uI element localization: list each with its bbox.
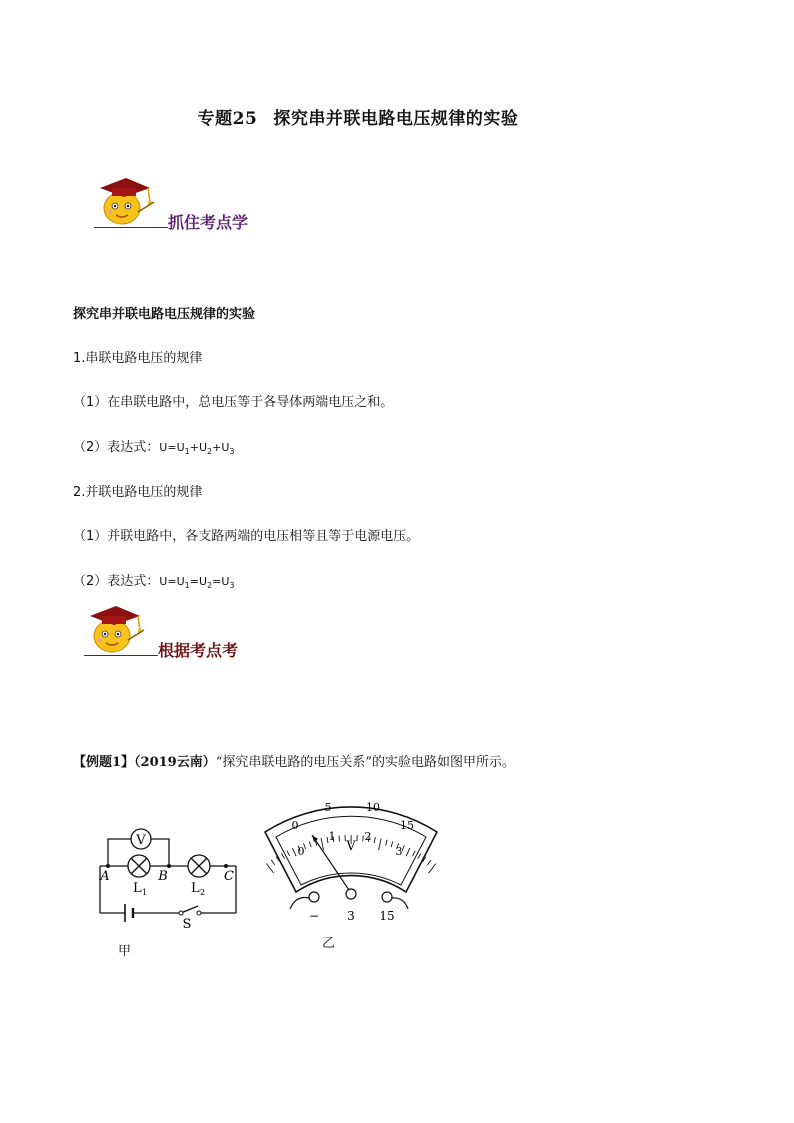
example-source: （2019云南） [134,755,216,770]
formula-series: $U=U_1+U_2+U_3$ [159,441,235,456]
series-rule-title: 1.串联电路电压的规律 [73,351,203,366]
dial-tick [374,837,375,843]
terminal-negative: − [308,909,320,923]
parallel-rule-item-2 [73,573,234,595]
lamp-1-label: L [133,881,142,896]
point-c-label: C [224,869,234,884]
scale-inner-2: 2 [364,830,372,843]
dial-tick [429,864,436,874]
scale-outer-15: 15 [400,819,414,832]
dial-tick [363,836,364,842]
section-header-test: 根据考点考 [158,641,239,660]
formula-parallel: $U=U_1=U_2=U_3$ [159,575,235,590]
dial-tick [339,836,340,842]
scale-inner-1: 1 [328,830,336,843]
dial-tick [413,851,416,856]
parallel-rule-item-1: （1）并联电路中，各支路两端的电压相等且等于电源电压。 [73,529,420,544]
example-label: 【例题1】 [73,755,135,770]
lamp-2-label: L [191,881,200,896]
scale-outer-0: 0 [291,819,299,832]
section-underline [84,655,158,656]
expression-prefix: （2）表达式： [73,440,160,455]
terminal-15: 15 [379,909,395,923]
scale-inner-0: 0 [297,845,305,858]
circuit-diagram [95,822,245,932]
dial-tick [292,848,296,856]
dial-tick [386,840,388,846]
dial-tick [391,841,393,847]
example-1 [73,751,515,770]
series-rule-item-1: （1）在串联电路中，总电压等于各导体两端电压之和。 [73,395,394,410]
voltmeter-label: V [136,833,146,848]
dial-tick [282,853,285,858]
mascot-icon [82,600,148,660]
content-heading: 探究串并联电路电压规律的实验 [73,307,256,322]
dial-unit-label: V [346,839,356,854]
lamp-1-subscript: 1 [142,888,148,897]
dial-tick [418,854,421,859]
mascot-icon [92,172,158,232]
expression-prefix: （2）表达式： [73,574,160,589]
dial-tick [266,864,273,874]
dial-tick [287,851,290,856]
switch-label: S [182,917,192,932]
dial-tick [271,860,274,865]
dial-tick [309,841,311,847]
page-title [0,104,716,129]
section-header-learn: 抓住考点学 [168,213,249,232]
dial-tick [379,838,382,850]
parallel-rule-title: 2.并联电路电压的规律 [73,485,203,500]
point-a-label: A [100,869,110,884]
topic-name: 探究串并联电路电压规律的实验 [273,109,519,129]
point-b-label: B [158,869,168,884]
dial-tick [406,848,410,856]
series-rule-item-2 [73,439,234,461]
figure-yi-caption: 乙 [322,936,336,951]
example-text: “探究串联电路的电压关系”的实验电路如图甲所示。 [215,755,516,770]
voltmeter-dial [256,785,446,930]
dial-tick [428,860,431,865]
lamp-2-subscript: 2 [200,888,206,897]
section-underline [94,227,168,228]
figure-jia-caption: 甲 [118,944,132,959]
scale-outer-5: 5 [324,801,332,814]
topic-number: 专题25 [197,109,258,129]
scale-outer-10: 10 [366,801,380,814]
scale-inner-3: 3 [395,845,403,858]
terminal-3: 3 [347,909,355,923]
